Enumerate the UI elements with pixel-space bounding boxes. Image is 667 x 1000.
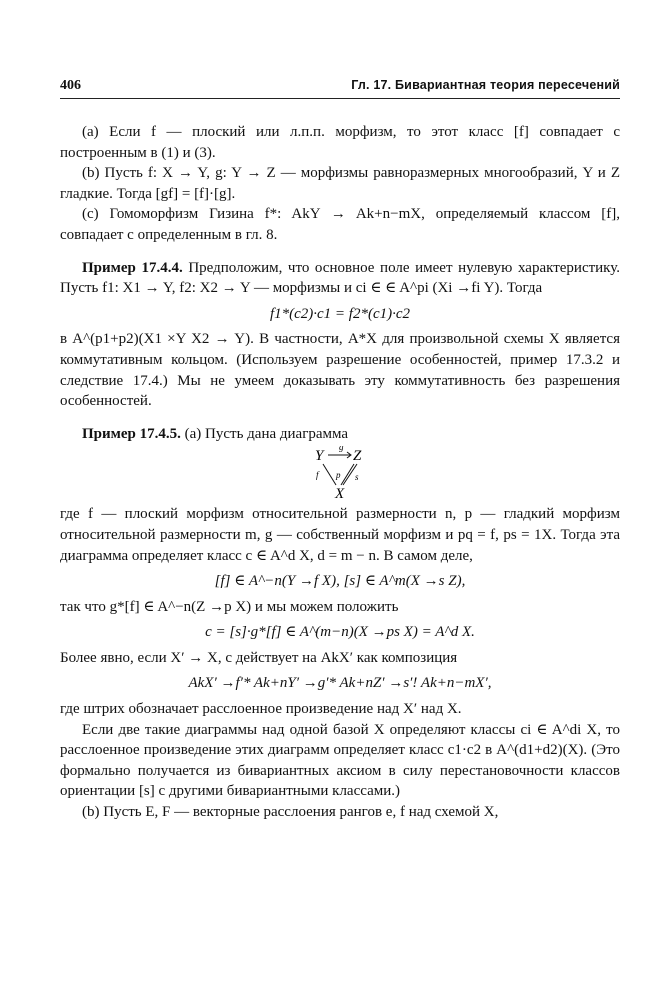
- example-text: Предположим, что основное поле имеет нулевую характеристику. Пусть f1: X1 → Y, f2: X2 → Y — морфизмы и ci ∈ ∈ A^pi (Xi →fi Y). Тогда: [60, 259, 621, 297]
- example-17-4-4-continued: в A^(p1+p2)(X1 ×Y X2 → Y). В частности, A*X для произвольной схемы X является коммутативным кольцом. (Используем разрешение особенностей, пример 17.3.2 и следствие 17.4.) Мы не умеем доказывать эту коммутативность без разрешения особенностей.: [60, 331, 620, 410]
- example-17-4-4: [60, 258, 620, 299]
- text-body: [60, 122, 620, 823]
- equation-c-definition: c = [s]·g*[f] ∈ A^(m−n)(X →ps X) = A^d X.: [205, 624, 475, 641]
- example-text: (a) Пусть дана диаграмма: [180, 425, 349, 442]
- example-label: Пример 17.4.4.: [82, 259, 183, 276]
- item-a: (a) Если f — плоский или л.п.п. морфизм, то этот класс [f] совпадает с построенным в (1) и (3).: [60, 124, 620, 161]
- diagram-node-z: Z: [353, 448, 362, 465]
- item-b-vector-bundles: (b) Пусть E, F — векторные расслоения рангов e, f над схемой X,: [82, 804, 499, 821]
- item-b: (b) Пусть f: X → Y, g: Y → Z — морфизмы равноразмерных многообразий, Y и Z гладкие. Тогда [gf] = [f]·[g].: [60, 165, 620, 202]
- diagram-label-s: s: [355, 472, 359, 483]
- equation-classes: [f] ∈ A^−n(Y →f X), [s] ∈ A^m(X →s Z),: [214, 573, 466, 590]
- running-header: [60, 78, 620, 99]
- equation-composition: AkX′ →f′* Ak+nY′ →g′* Ak+nZ′ →s′! Ak+n−mX′,: [188, 675, 492, 692]
- arrow-p: [341, 464, 354, 485]
- diagram-node-x: X: [335, 486, 345, 503]
- example-17-4-5-explicit: Более явно, если X′ → X, c действует на AkX′ как композиция: [60, 649, 458, 666]
- page-number: 406: [60, 78, 81, 93]
- example-17-4-5-after-diagram: где f — плоский морфизм относительной размерности n, p — гладкий морфизм относительной размерности m, g — собственный морфизм и pq = f, ps = 1X. Тогда эта диаграмма определяет класс c ∈ A^d X, d = m − n. В самом деле,: [60, 506, 620, 564]
- commutative-diagram: [305, 446, 375, 502]
- diagram-label-g: g: [339, 446, 344, 453]
- arrow-f: [323, 464, 336, 485]
- example-label: Пример 17.4.5.: [82, 425, 181, 442]
- item-c: (c) Гомоморфизм Гизина f*: AkY → Ak+n−mX, определяемый классом [f], совпадает с определенным в гл. 8.: [60, 206, 620, 243]
- equation-commutativity: f1*(c2)·c1 = f2*(c1)·c2: [269, 305, 411, 322]
- example-17-4-5-two-diagrams: Если две такие диаграммы над одной базой X определяют классы ci ∈ A^di X, то расслоенное произведение этих диаграмм определяет класс c1·c2 в A^(d1+d2)(X). (Это формально получается из бивариантных аксиом в силу перестановочности классов ориентации [s] с другими бивариантными классами.): [60, 721, 620, 800]
- example-17-4-5-where: где штрих обозначает расслоенное произведение над X′ над X.: [60, 701, 462, 718]
- running-title: Гл. 17. Бивариантная теория пересечений: [351, 78, 620, 92]
- diagram-label-f: f: [316, 470, 319, 481]
- diagram-label-p: p: [336, 470, 341, 481]
- example-17-4-5: [60, 424, 620, 445]
- diagram-node-y: Y: [315, 448, 324, 465]
- example-17-4-5-middle: так что g*[f] ∈ A^−n(Z →p X) и мы можем положить: [60, 598, 399, 615]
